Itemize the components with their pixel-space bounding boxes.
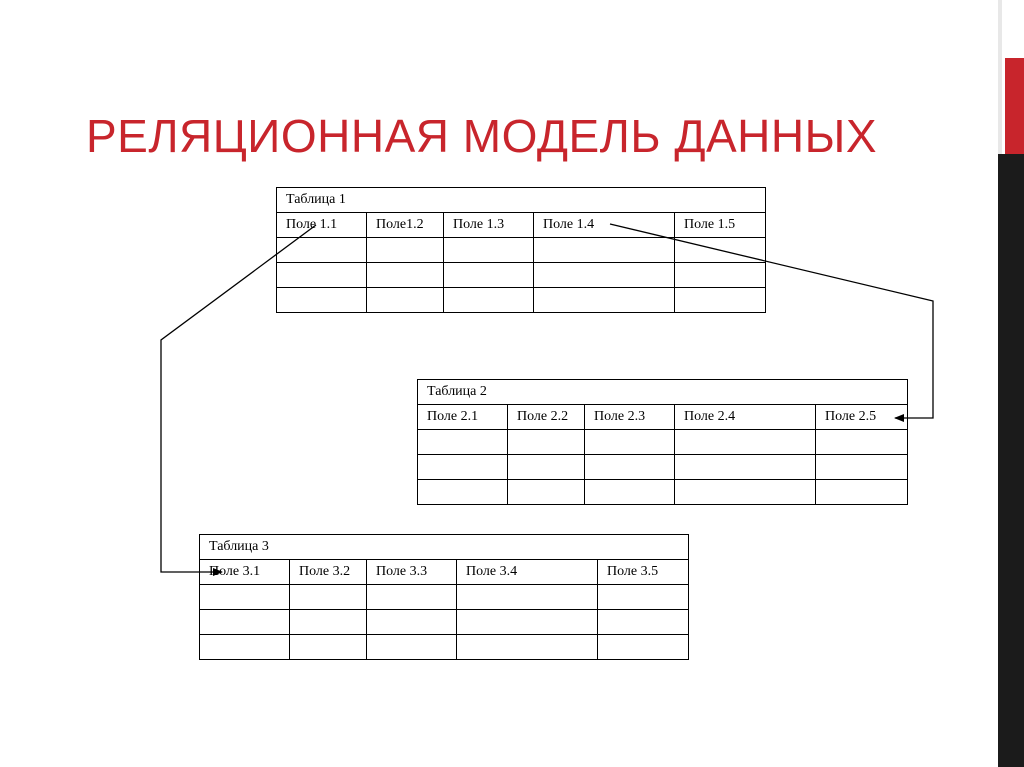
empty-cell	[585, 480, 675, 505]
empty-cell	[675, 288, 766, 313]
empty-cell	[508, 455, 585, 480]
empty-cell	[675, 480, 816, 505]
empty-cell	[367, 610, 457, 635]
table-caption-row	[277, 188, 766, 213]
empty-cell	[277, 288, 367, 313]
empty-cell	[585, 455, 675, 480]
empty-cell	[534, 238, 675, 263]
empty-cell	[675, 430, 816, 455]
field-cell: Поле 2.5	[816, 405, 908, 430]
field-cell: Поле 1.4	[534, 213, 675, 238]
empty-cell	[444, 263, 534, 288]
empty-cell	[508, 480, 585, 505]
table-header-row	[277, 213, 766, 238]
empty-cell	[457, 585, 598, 610]
table-caption-row	[418, 380, 908, 405]
field-cell: Поле 3.5	[598, 560, 689, 585]
empty-cell	[816, 455, 908, 480]
empty-cell	[277, 263, 367, 288]
field-cell: Поле 1.3	[444, 213, 534, 238]
empty-cell	[534, 288, 675, 313]
table-row	[277, 238, 766, 263]
table-row	[418, 455, 908, 480]
table-3	[199, 534, 689, 660]
empty-cell	[200, 635, 290, 660]
empty-cell	[200, 585, 290, 610]
empty-cell	[418, 455, 508, 480]
field-cell: Поле 3.3	[367, 560, 457, 585]
empty-cell	[675, 455, 816, 480]
table-1	[276, 187, 766, 313]
empty-cell	[816, 480, 908, 505]
empty-cell	[367, 288, 444, 313]
decorative-side-bar	[998, 0, 1024, 767]
table-caption: Таблица 2	[418, 380, 908, 405]
table-row	[418, 430, 908, 455]
field-cell: Поле 1.5	[675, 213, 766, 238]
table-header-row	[418, 405, 908, 430]
field-cell: Поле1.2	[367, 213, 444, 238]
empty-cell	[534, 263, 675, 288]
table-row	[277, 288, 766, 313]
field-cell: Поле 2.1	[418, 405, 508, 430]
empty-cell	[598, 585, 689, 610]
empty-cell	[598, 635, 689, 660]
decorative-dark-panel	[998, 154, 1024, 767]
empty-cell	[367, 585, 457, 610]
empty-cell	[457, 610, 598, 635]
empty-cell	[367, 635, 457, 660]
empty-cell	[200, 610, 290, 635]
field-cell: Поле 1.1	[277, 213, 367, 238]
table-row	[418, 480, 908, 505]
empty-cell	[675, 238, 766, 263]
empty-cell	[290, 585, 367, 610]
decorative-red-accent	[1005, 58, 1024, 154]
field-cell: Поле 3.2	[290, 560, 367, 585]
empty-cell	[418, 480, 508, 505]
field-cell: Поле 3.4	[457, 560, 598, 585]
field-cell: Поле 3.1	[200, 560, 290, 585]
empty-cell	[675, 263, 766, 288]
empty-cell	[290, 635, 367, 660]
field-cell: Поле 2.2	[508, 405, 585, 430]
empty-cell	[418, 430, 508, 455]
table-row	[277, 263, 766, 288]
table-caption: Таблица 3	[200, 535, 689, 560]
table-row	[200, 585, 689, 610]
empty-cell	[457, 635, 598, 660]
table-caption-row	[200, 535, 689, 560]
empty-cell	[598, 610, 689, 635]
table-row	[200, 635, 689, 660]
field-cell: Поле 2.4	[675, 405, 816, 430]
empty-cell	[290, 610, 367, 635]
empty-cell	[444, 288, 534, 313]
table-2	[417, 379, 908, 505]
empty-cell	[816, 430, 908, 455]
slide-title: РЕЛЯЦИОННАЯ МОДЕЛЬ ДАННЫХ	[86, 110, 878, 162]
table-caption: Таблица 1	[277, 188, 766, 213]
empty-cell	[508, 430, 585, 455]
empty-cell	[367, 238, 444, 263]
table-header-row	[200, 560, 689, 585]
empty-cell	[444, 238, 534, 263]
empty-cell	[585, 430, 675, 455]
empty-cell	[277, 238, 367, 263]
empty-cell	[367, 263, 444, 288]
field-cell: Поле 2.3	[585, 405, 675, 430]
table-row	[200, 610, 689, 635]
